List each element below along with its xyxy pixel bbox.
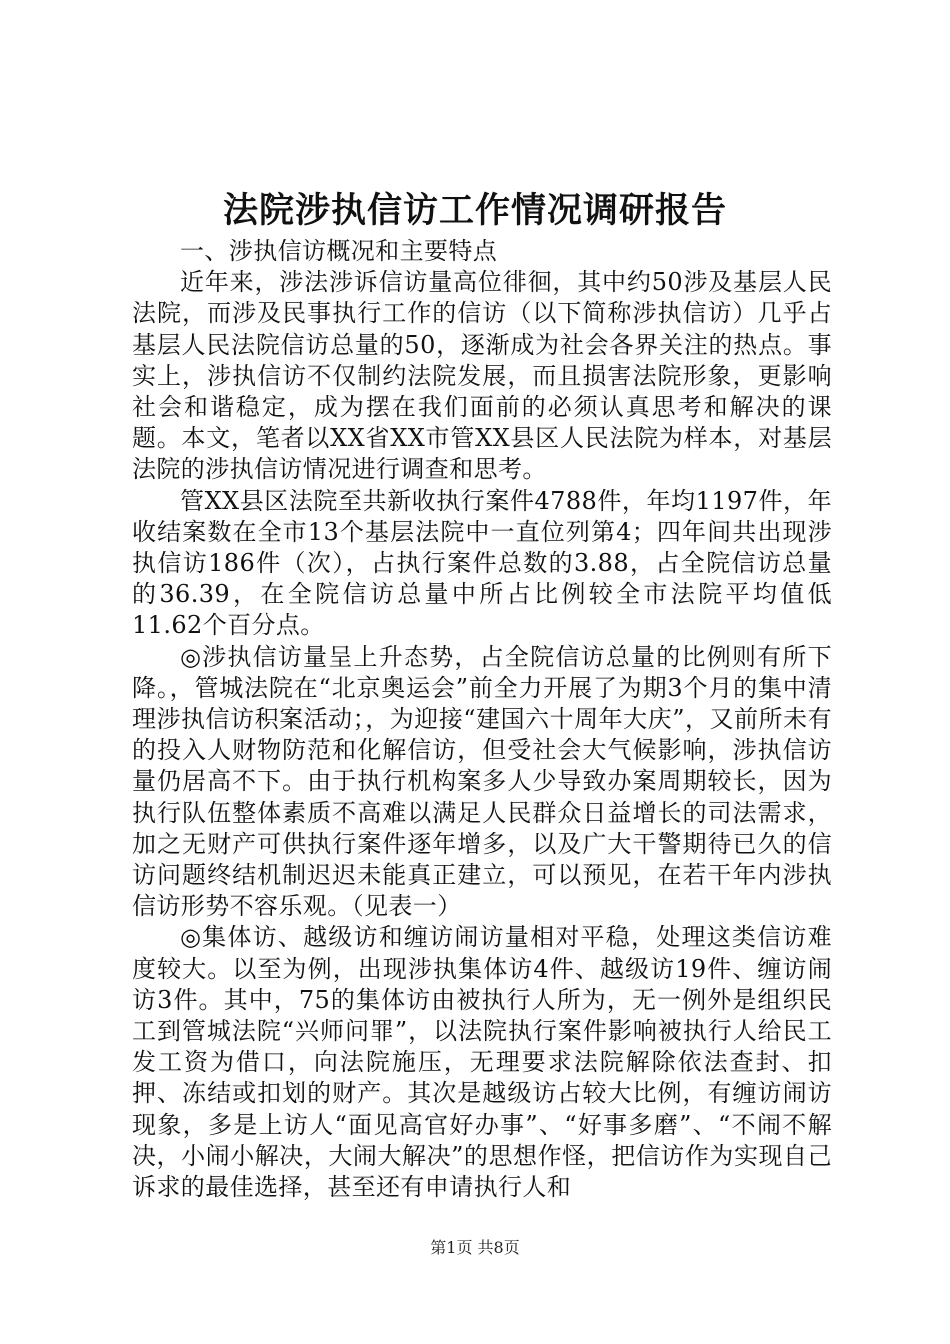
paragraph-trend: ◎涉执信访量呈上升态势，占全院信访总量的比例则有所下降。，管城法院在“北京奥运会”前全力开展了为期3个月的集中清理涉执信访积案活动；，为迎接“建国六十周年大庆”，又前所未有的投入人财物防范和化解信访，但受社会大气候影响，涉执信访量仍居高不下。由于执行机构案多人少导致办案周期较长，因为执行队伍整体素质不高难以满足人民群众日益增长的司法需求，加之无财产可供执行案件逐年增多，以及广大干警期待已久的信访问题终结机制迟迟未能真正建立，可以预见，在若干年内涉执信访形势不容乐观。（见表一） (132, 642, 832, 921)
page-footer: 第1页 共8页 (430, 1238, 520, 1257)
paragraph-collective-visits: ◎集体访、越级访和缠访闹访量相对平稳，处理这类信访难度较大。以至为例，出现涉执集体访4件、越级访19件、缠访闹访3件。其中，75的集体访由被执行人所为，无一例外是组织民工到管城法院“兴师问罪”，以法院执行案件影响被执行人给民工发工资为借口，向法院施压，无理要求法院解除依法查封、扣押、冻结或扣划的财产。其次是越级访占较大比例，有缠访闹访现象，多是上访人“面见高官好办事”、“好事多磨”、“不闹不解决，小闹小解决，大闹大解决”的思想作怪，把信访作为实现自己诉求的最佳选择，甚至还有申请执行人和 (132, 923, 832, 1202)
paragraph-statistics: 管XX县区法院至共新收执行案件4788件，年均1197件，年收结案数在全市13个基层法院中一直位列第4；四年间共出现涉执信访186件（次），占执行案件总数的3.88，占全院信访总量的36.39，在全院信访总量中所占比例较全市法院平均值低11.62个百分点。 (132, 486, 832, 640)
document-body (132, 236, 832, 1203)
section-heading: 一、涉执信访概况和主要特点 (180, 237, 498, 265)
paragraph-intro: 近年来，涉法涉诉信访量高位徘徊，其中约50涉及基层人民法院，而涉及民事执行工作的信访（以下简称涉执信访）几乎占基层人民法院信访总量的50，逐渐成为社会各界关注的热点。事实上，涉执信访不仅制约法院发展，而且损害法院形象，更影响社会和谐稳定，成为摆在我们面前的必须认真思考和解决的课题。本文，笔者以XX省XX市管XX县区人民法院为样本，对基层法院的涉执信访情况进行调查和思考。 (132, 268, 832, 484)
document-title: 法院涉执信访工作情况调研报告 (222, 190, 727, 231)
